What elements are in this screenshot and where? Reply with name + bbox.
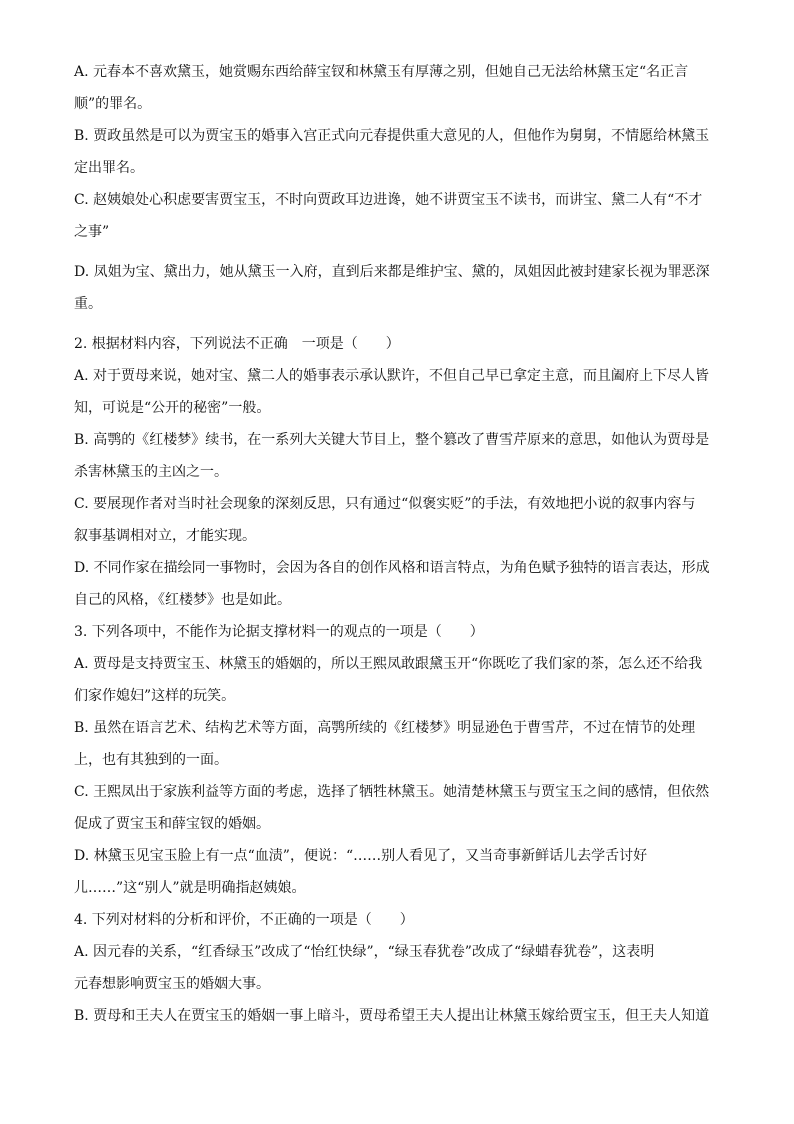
text-line: 上，也有其独到的一面。 [74, 752, 228, 768]
text-line: A. 贾母是支持贾宝玉、林黛玉的婚姻的，所以王熙凤敢跟黛玉开“你既吃了我们家的茶，怎么还不给我 [74, 656, 703, 672]
text-line: B. 贾母和王夫人在贾宝玉的婚姻一事上暗斗，贾母希望王夫人提出让林黛玉嫁给贾宝玉，但王夫人知道 [74, 1008, 710, 1024]
question-heading: 2. 根据材料内容，下列说法不正确 一项是（ ） [74, 336, 400, 352]
text-line: 元春想影响贾宝玉的婚姻大事。 [74, 976, 270, 992]
text-line: 促成了贾宝玉和薛宝钗的婚姻。 [74, 816, 270, 832]
text-line: 重。 [74, 296, 102, 312]
text-line: 杀害林黛玉的主凶之一。 [74, 464, 228, 480]
text-line: 自己的风格，《红楼梦》也是如此。 [74, 592, 291, 608]
document-page [74, 62, 724, 1038]
text-line: A. 元春本不喜欢黛玉，她赏赐东西给薛宝钗和林黛玉有厚薄之别，但她自己无法给林黛玉定“名正言 [74, 64, 689, 80]
text-line: C. 赵姨娘处心积虑要害贾宝玉，不时向贾政耳边进谗，她不讲贾宝玉不读书，而讲宝、黛二人有“不才 [74, 192, 703, 208]
question-heading: 3. 下列各项中，不能作为论据支撑材料一的观点的一项是（ ） [74, 624, 484, 640]
text-line: 定出罪名。 [74, 160, 144, 176]
text-line: 儿……”这“别人”就是明确指赵姨娘。 [74, 880, 306, 896]
text-line: 们家作媳妇”这样的玩笑。 [74, 688, 236, 704]
text-line: D. 不同作家在描绘同一事物时，会因为各自的创作风格和语言特点，为角色赋予独特的语言表达，形成 [74, 560, 710, 576]
text-line: 之事” [74, 224, 110, 240]
text-line: B. 贾政虽然是可以为贾宝玉的婚事入宫正式向元春提供重大意见的人，但他作为舅舅，不情愿给林黛玉 [74, 128, 710, 144]
text-line: D. 凤姐为宝、黛出力，她从黛玉一入府，直到后来都是维护宝、黛的，凤姐因此被封建家长视为罪恶深 [74, 264, 710, 280]
text-line: B. 虽然在语言艺术、结构艺术等方面，高鹗所续的《红楼梦》明显逊色于曹雪芹，不过在情节的处理 [74, 720, 696, 736]
text-line: C. 王熙凤出于家族利益等方面的考虑，选择了牺牲林黛玉。她清楚林黛玉与贾宝玉之间的感情，但依然 [74, 784, 710, 800]
text-line: B. 高鹗的《红楼梦》续书，在一系列大关键大节目上，整个篡改了曹雪芹原来的意思，如他认为贾母是 [74, 432, 710, 448]
text-line: D. 林黛玉见宝玉脸上有一点“血渍”，便说：“……别人看见了，又当奇事新鲜话儿去学舌讨好 [74, 848, 648, 864]
text-line: 知，可说是“公开的秘密”一般。 [74, 400, 271, 416]
text-line: 叙事基调相对立，才能实现。 [74, 528, 256, 544]
text-line: A. 对于贾母来说，她对宝、黛二人的婚事表示承认默许，不但自己早已拿定主意，而且阖府上下尽人皆 [74, 368, 710, 384]
text-line: A. 因元春的关系，“红香绿玉”改成了“怡红快绿”，“绿玉春犹卷”改成了“绿蜡春犹卷”，这表明 [74, 944, 655, 960]
question-heading: 4. 下列对材料的分析和评价，不正确的一项是（ ） [74, 912, 414, 928]
text-line: C. 要展现作者对当时社会现象的深刻反思，只有通过“似褒实贬”的手法，有效地把小说的叙事内容与 [74, 496, 696, 512]
text-line: 顺”的罪名。 [74, 96, 152, 112]
